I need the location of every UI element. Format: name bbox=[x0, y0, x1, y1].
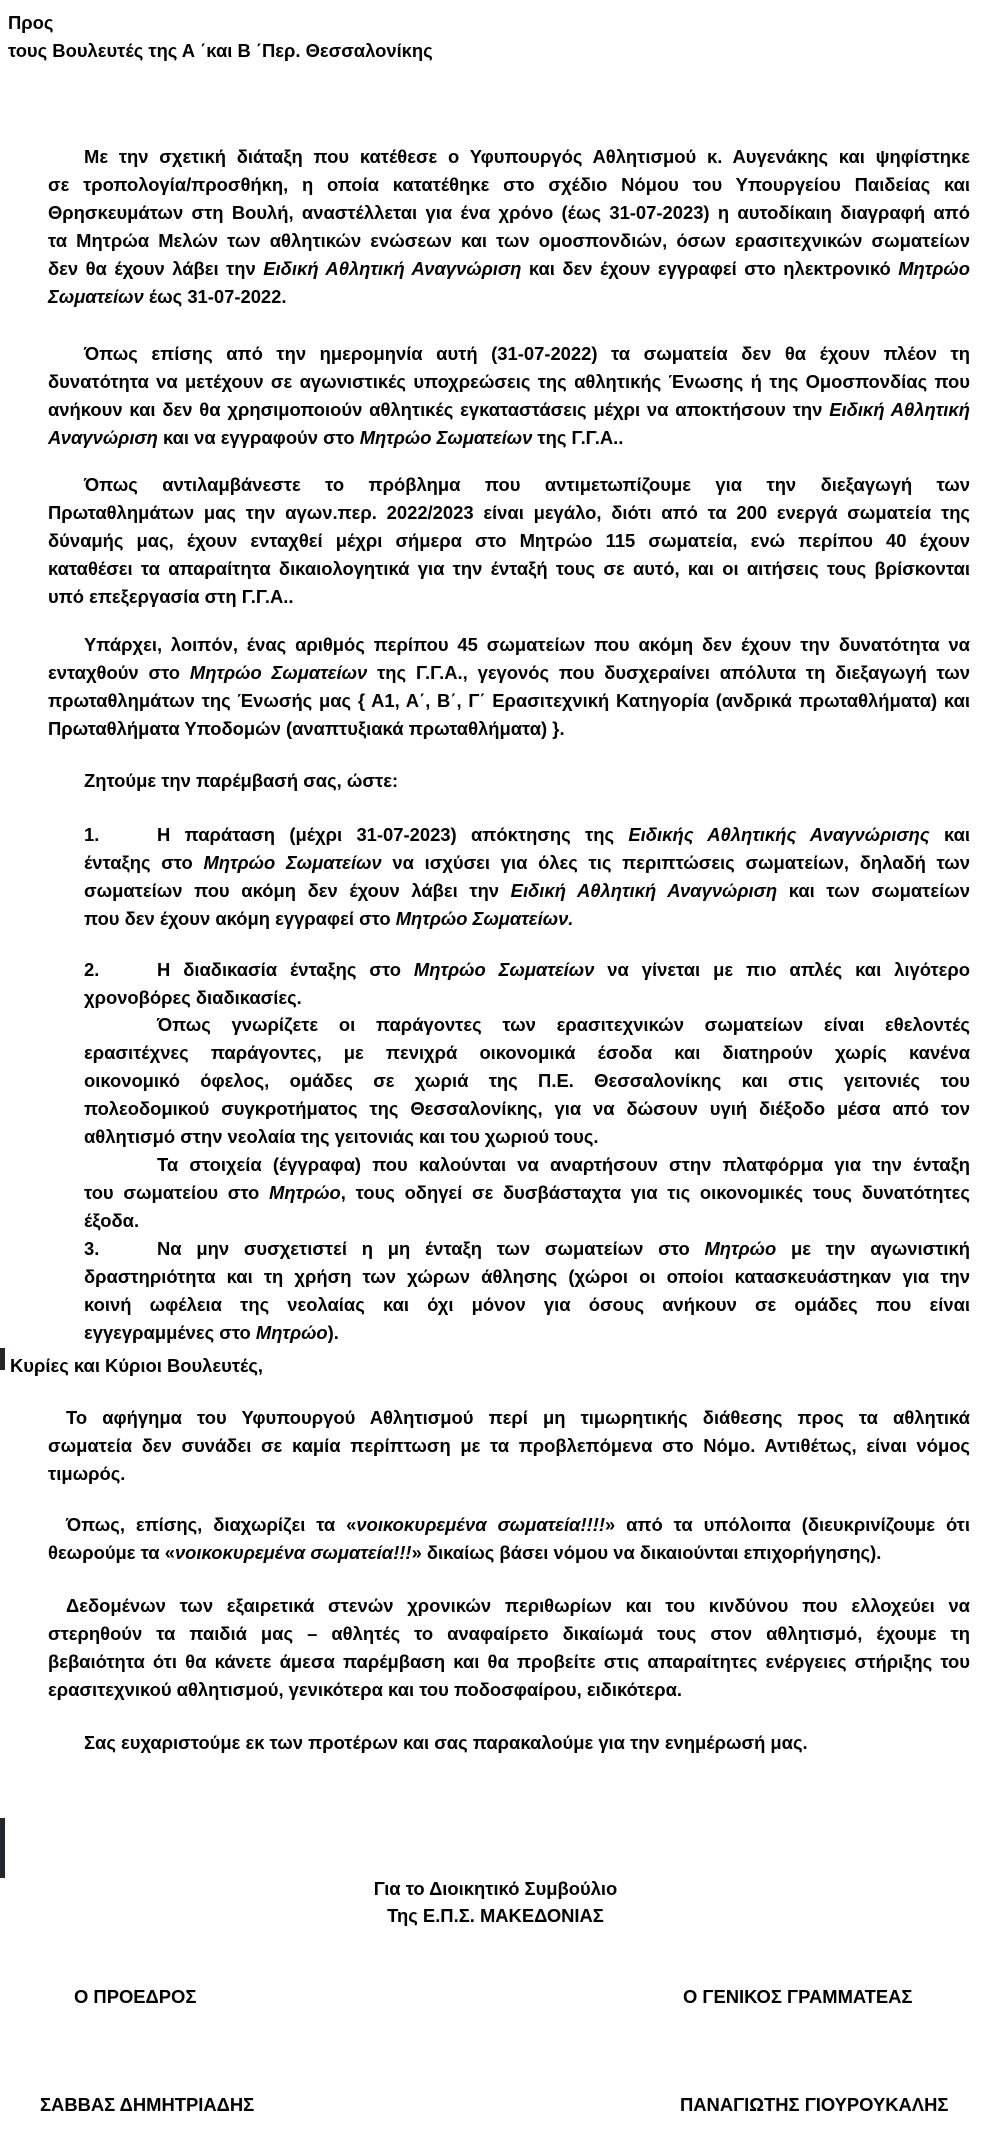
item-3-line-3: κοινή ωφέλεια της νεολαίας και όχι μόνον για όσους ανήκουν σε ομάδες που είναι bbox=[84, 1294, 970, 1315]
item-3-line-1: Να μην συσχετιστεί η μη ένταξη των σωματείων στο Μητρώο με την αγωνιστική bbox=[157, 1238, 970, 1259]
item-2-sub-1-line-5: αθλητισμό στην νεολαία της γειτονιάς και του χωριού τους. bbox=[84, 1126, 599, 1147]
salutation: Κυρίες και Κύριοι Βουλευτές, bbox=[10, 1355, 264, 1376]
secretary-title: Ο ΓΕΝΙΚΟΣ ΓΡΑΜΜΑΤΕΑΣ bbox=[683, 1986, 913, 2007]
p2-line-2: δυνατότητα να μετέχουν σε αγωνιστικές υποχρεώσεις της αθλητικής Ένωσης ή της Ομοσπονδίας που bbox=[48, 371, 970, 392]
president-title: Ο ΠΡΟΕΔΡΟΣ bbox=[74, 1986, 197, 2007]
item-2-line-2: χρονοβόρες διαδικασίες. bbox=[84, 987, 302, 1008]
request-intro: Ζητούμε την παρέμβασή σας, ώστε: bbox=[84, 770, 399, 791]
item-2-sub-1-line-2: ερασιτέχνες παράγοντες, με πενιχρά οικονομικά έσοδα και διατηρούν χωρίς κανένα bbox=[84, 1042, 970, 1063]
p3-line-1: Όπως αντιλαμβάνεστε το πρόβλημα που αντιμετωπίζουμε για την διεξαγωγή των bbox=[84, 474, 970, 495]
item-3-line-2: δραστηριότητα και τη χρήση των χώρων άθλησης (χώροι οι οποίοι κατασκευάστηκαν για την bbox=[84, 1266, 970, 1287]
item-3-line-4: εγγεγραμμένες στο Μητρώο). bbox=[84, 1322, 339, 1343]
item-1-line-3: σωματείων που ακόμη δεν έχουν λάβει την Ειδική Αθλητική Αναγνώριση και των σωματείων bbox=[84, 880, 970, 901]
item-2-sub-1-line-4: πολεοδομικού συγκροτήματος της Θεσσαλονίκης, για να δώσουν υγιή διέξοδο μέσα από τον bbox=[84, 1098, 970, 1119]
item-2-number: 2. bbox=[84, 959, 100, 980]
item-1-number: 1. bbox=[84, 824, 100, 845]
p7-line-4: ερασιτεχνικού αθλητισμού, γενικότερα και του ποδοσφαίρου, ειδικότερα. bbox=[48, 1679, 683, 1700]
secretary-name: ΠΑΝΑΓΙΩΤΗΣ ΓΙΟΥΡΟΥΚΑΛΗΣ bbox=[680, 2094, 949, 2115]
p1-line-4: τα Μητρώα Μελών των αθλητικών ενώσεων και των ομοσπονδιών, όσων ερασιτεχνικών σωματείων bbox=[48, 230, 970, 251]
p3-line-5: υπό επεξεργασία στη Γ.Γ.Α.. bbox=[48, 586, 294, 607]
recipient-line: τους Βουλευτές της Α ΄και Β ΄Περ. Θεσσαλονίκης bbox=[8, 40, 433, 61]
p4-line-1: Υπάρχει, λοιπόν, ένας αριθμός περίπου 45 σωματείων που ακόμη δεν έχουν την δυνατότητα να bbox=[84, 634, 970, 655]
p1-line-6: Σωματείων έως 31-07-2022. bbox=[48, 286, 287, 307]
p5-line-3: τιμωρός. bbox=[48, 1463, 126, 1484]
signature-org-line-1: Για το Διοικητικό Συμβούλιο bbox=[373, 1878, 618, 1899]
p6-line-2: θεωρούμε τα «νοικοκυρεμένα σωματεία!!!» δικαίως βάσει νόμου να δικαιούνται επιχορήγησης). bbox=[48, 1542, 882, 1563]
item-1-line-2: ένταξης στο Μητρώο Σωματείων να ισχύσει για όλες τις περιπτώσεις σωματείων, δηλαδή των bbox=[84, 852, 970, 873]
p4-line-3: πρωταθλημάτων της Ένωσής μας { Α1, Α΄, Β΄, Γ΄ Ερασιτεχνική Κατηγορία (ανδρικά πρωταθλήματα) και bbox=[48, 690, 970, 711]
recipient-to: Προς bbox=[8, 12, 54, 33]
item-3-number: 3. bbox=[84, 1238, 100, 1259]
p4-line-2: ενταχθούν στο Μητρώο Σωματείων της Γ.Γ.Α., γεγονός που δυσχεραίνει απόλυτα τη διεξαγωγή των bbox=[48, 662, 970, 683]
p2-line-1: Όπως επίσης από την ημερομηνία αυτή (31-07-2022) τα σωματεία δεν θα έχουν πλέον τη bbox=[84, 343, 970, 364]
president-name: ΣΑΒΒΑΣ ΔΗΜΗΤΡΙΑΔΗΣ bbox=[40, 2094, 255, 2115]
thanks-line: Σας ευχαριστούμε εκ των προτέρων και σας παρακαλούμε για την ενημέρωσή μας. bbox=[84, 1732, 808, 1753]
item-2-sub-2-line-1: Τα στοιχεία (έγγραφα) που καλούνται να αναρτήσουν στην πλατφόρμα για την ένταξη bbox=[157, 1154, 970, 1175]
p3-line-2: Πρωταθλημάτων μας την αγων.περ. 2022/2023 είναι μεγάλο, διότι από τα 200 ενεργά σωματεία της bbox=[48, 502, 970, 523]
p2-line-4: Αναγνώριση και να εγγραφούν στο Μητρώο Σωματείων της Γ.Γ.Α.. bbox=[48, 427, 624, 448]
p1-line-5: δεν θα έχουν λάβει την Ειδική Αθλητική Αναγνώριση και δεν έχουν εγγραφεί στο ηλεκτρονικό Μητρώο bbox=[48, 258, 970, 279]
margin-bar-1 bbox=[0, 1348, 5, 1370]
item-2-sub-1-line-1: Όπως γνωρίζετε οι παράγοντες των ερασιτεχνικών σωματείων είναι εθελοντές bbox=[157, 1014, 970, 1035]
p3-line-4: καταθέσει τα απαραίτητα δικαιολογητικά για την ένταξή τους σε αυτό, και οι αιτήσεις τους βρίσκονται bbox=[48, 558, 970, 579]
p5-line-1: Το αφήγημα του Υφυπουργού Αθλητισμού περί μη τιμωρητικής διάθεσης προς τα αθλητικά bbox=[66, 1407, 970, 1428]
p7-line-3: βεβαιότητα ότι θα κάνετε άμεσα παρέμβαση και θα προβείτε στις απαραίτητες ενέργειες στήριξης του bbox=[48, 1651, 970, 1672]
item-2-sub-2-line-3: έξοδα. bbox=[84, 1210, 140, 1231]
margin-bar-2 bbox=[0, 1818, 5, 1878]
p1-line-3: Θρησκευμάτων στη Βουλή, αναστέλλεται για ένα χρόνο (έως 31-07-2023) η αυτοδίκαιη διαγραφή από bbox=[48, 202, 970, 223]
item-2-line-1: Η διαδικασία ένταξης στο Μητρώο Σωματείων να γίνεται με πιο απλές και λιγότερο bbox=[157, 959, 971, 980]
p1-line-1: Με την σχετική διάταξη που κατέθεσε ο Υφυπουργός Αθλητισμού κ. Αυγενάκης και ψηφίστηκε bbox=[84, 146, 970, 167]
item-2-sub-2-line-2: του σωματείου στο Μητρώο, τους οδηγεί σε δυσβάσταχτα για τις οικονομικές τους δυνατότητες bbox=[84, 1182, 970, 1203]
item-1-line-1: Η παράταση (μέχρι 31-07-2023) απόκτησης της Ειδικής Αθλητικής Αναγνώρισης και bbox=[157, 824, 971, 845]
p2-line-3: ανήκουν και δεν θα χρησιμοποιούν αθλητικές εγκαταστάσεις μέχρι να αποκτήσουν την Ειδική Αθλητική bbox=[48, 399, 970, 420]
p3-line-3: δύναμής μας, έχουν ενταχθεί μέχρι σήμερα στο Μητρώο 115 σωματεία, ενώ περίπου 40 έχουν bbox=[48, 530, 970, 551]
p4-line-4: Πρωταθλήματα Υποδομών (αναπτυξιακά πρωταθλήματα) }. bbox=[48, 718, 565, 739]
p5-line-2: σωματεία δεν συνάδει σε καμία περίπτωση με τα προβλεπόμενα στο Νόμο. Αντιθέτως, είναι νόμος bbox=[48, 1435, 970, 1456]
signature-org-line-2: Της Ε.Π.Σ. ΜΑΚΕΔΟΝΙΑΣ bbox=[387, 1905, 604, 1926]
p6-line-1: Όπως, επίσης, διαχωρίζει τα «νοικοκυρεμένα σωματεία!!!!» από τα υπόλοιπα (διευκρινίζουμε ότι bbox=[66, 1514, 970, 1535]
p7-line-2: στερηθούν τα παιδιά μας – αθλητές το αναφαίρετο δικαίωμά τους στον αθλητισμό, έχουμε τη bbox=[48, 1623, 970, 1644]
item-2-sub-1-line-3: οικονομικό όφελος, ομάδες σε χωριά της Π.Ε. Θεσσαλονίκης και στις γειτονιές του bbox=[84, 1070, 970, 1091]
p1-line-2: σε τροπολογία/προσθήκη, η οποία κατατέθηκε στο σχέδιο Νόμου του Υπουργείου Παιδείας και bbox=[48, 174, 970, 195]
p7-line-1: Δεδομένων των εξαιρετικά στενών χρονικών περιθωρίων και του κινδύνου που ελλοχεύει να bbox=[66, 1595, 970, 1616]
item-1-line-4: που δεν έχουν ακόμη εγγραφεί στο Μητρώο Σωματείων. bbox=[84, 908, 574, 929]
